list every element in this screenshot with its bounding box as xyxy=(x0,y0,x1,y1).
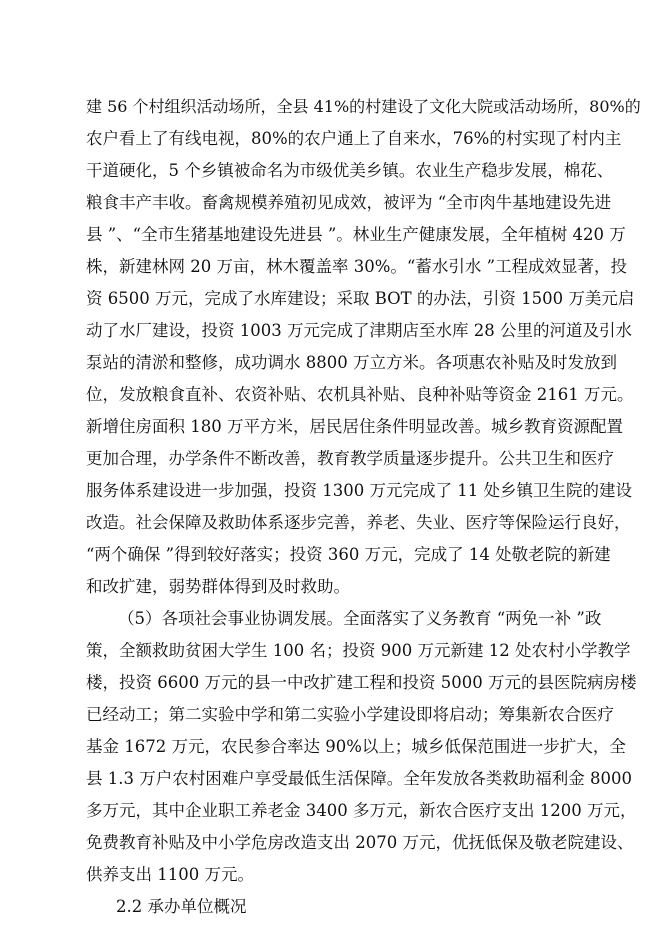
paragraph-line: 资 6500 万元，完成了水库建设；采取 BOT 的办法，引资 1500 万美元启 xyxy=(86,289,635,308)
paragraph-line: 改造。社会保障及救助体系逐步完善，养老、失业、医疗等保险运行良好， xyxy=(86,513,631,532)
paragraph-line: 县 1.3 万户农村困难户享受最低生活保障。全年发放各类救助福利金 8000 xyxy=(86,769,632,788)
paragraph-line: （5）各项社会事业协调发展。全面落实了义务教育 “两免一补 ”政 xyxy=(118,609,602,628)
paragraph-line: 更加合理，办学条件不断改善，教育教学质量逐步提升。公共卫生和医疗 xyxy=(86,449,614,468)
paragraph-line: 干道硬化，5 个乡镇被命名为市级优美乡镇。农业生产稳步发展，棉花、 xyxy=(86,161,614,180)
paragraph-line: 免费教育补贴及中小学危房改造支出 2070 万元，优抚低保及敬老院建设、 xyxy=(86,833,634,852)
paragraph-line: 粮食丰产丰收。畜禽规模养殖初见成效，被评为 “全市肉牛基地建设先进 xyxy=(86,193,612,212)
paragraph-line: 多万元，其中企业职工养老金 3400 多万元，新农合医疗支出 1200 万元， xyxy=(86,801,637,820)
paragraph-line: 动了水厂建设，投资 1003 万元完成了津期店至水库 28 公里的河道及引水 xyxy=(86,321,632,340)
paragraph-line: 基金 1672 万元，农民参合率达 90%以上；城乡低保范围进一步扩大，全 xyxy=(86,737,626,756)
paragraph-line: 和改扩建，弱势群体得到及时救助。 xyxy=(86,577,350,596)
paragraph-line: 农户看上了有线电视，80%的农户通上了自来水，76%的村实现了村内主 xyxy=(86,129,622,148)
paragraph-line: 新增住房面积 180 万平方米，居民居住条件明显改善。城乡教育资源配置 xyxy=(86,417,623,436)
paragraph-line: 位，发放粮食直补、农资补贴、农机具补贴、良种补贴等资金 2161 万元。 xyxy=(86,385,634,404)
paragraph-line: 建 56 个村组织活动场所，全县 41%的村建设了文化大院或活动场所，80%的 xyxy=(86,97,641,116)
paragraph-line: 已经动工；第二实验中学和第二实验小学建设即将启动；筹集新农合医疗 xyxy=(86,705,614,724)
section-heading: 2.2 承办单位概况 xyxy=(116,897,247,916)
paragraph-line: 株，新建林网 20 万亩，林木覆盖率 30%。“蓄水引水 ”工程成效显著，投 xyxy=(86,257,628,276)
paragraph-line: 泵站的清淤和整修，成功调水 8800 万立方米。各项惠农补贴及时发放到 xyxy=(86,353,617,372)
paragraph-line: 楼，投资 6600 万元的县一中改扩建工程和投资 5000 万元的县医院病房楼 xyxy=(86,673,637,692)
paragraph-line: “两个确保 ”得到较好落实；投资 360 万元，完成了 14 处敬老院的新建 xyxy=(86,545,611,564)
paragraph-line: 县 ”、“全市生猪基地建设先进县 ”。林业生产健康发展，全年植树 420 万 xyxy=(86,225,626,244)
paragraph-line: 供养支出 1100 万元。 xyxy=(86,865,254,884)
paragraph-line: 策，全额救助贫困大学生 100 名；投资 900 万元新建 12 处农村小学教学 xyxy=(86,641,631,660)
paragraph-line: 服务体系建设进一步加强，投资 1300 万元完成了 11 处乡镇卫生院的建设 xyxy=(86,481,632,500)
